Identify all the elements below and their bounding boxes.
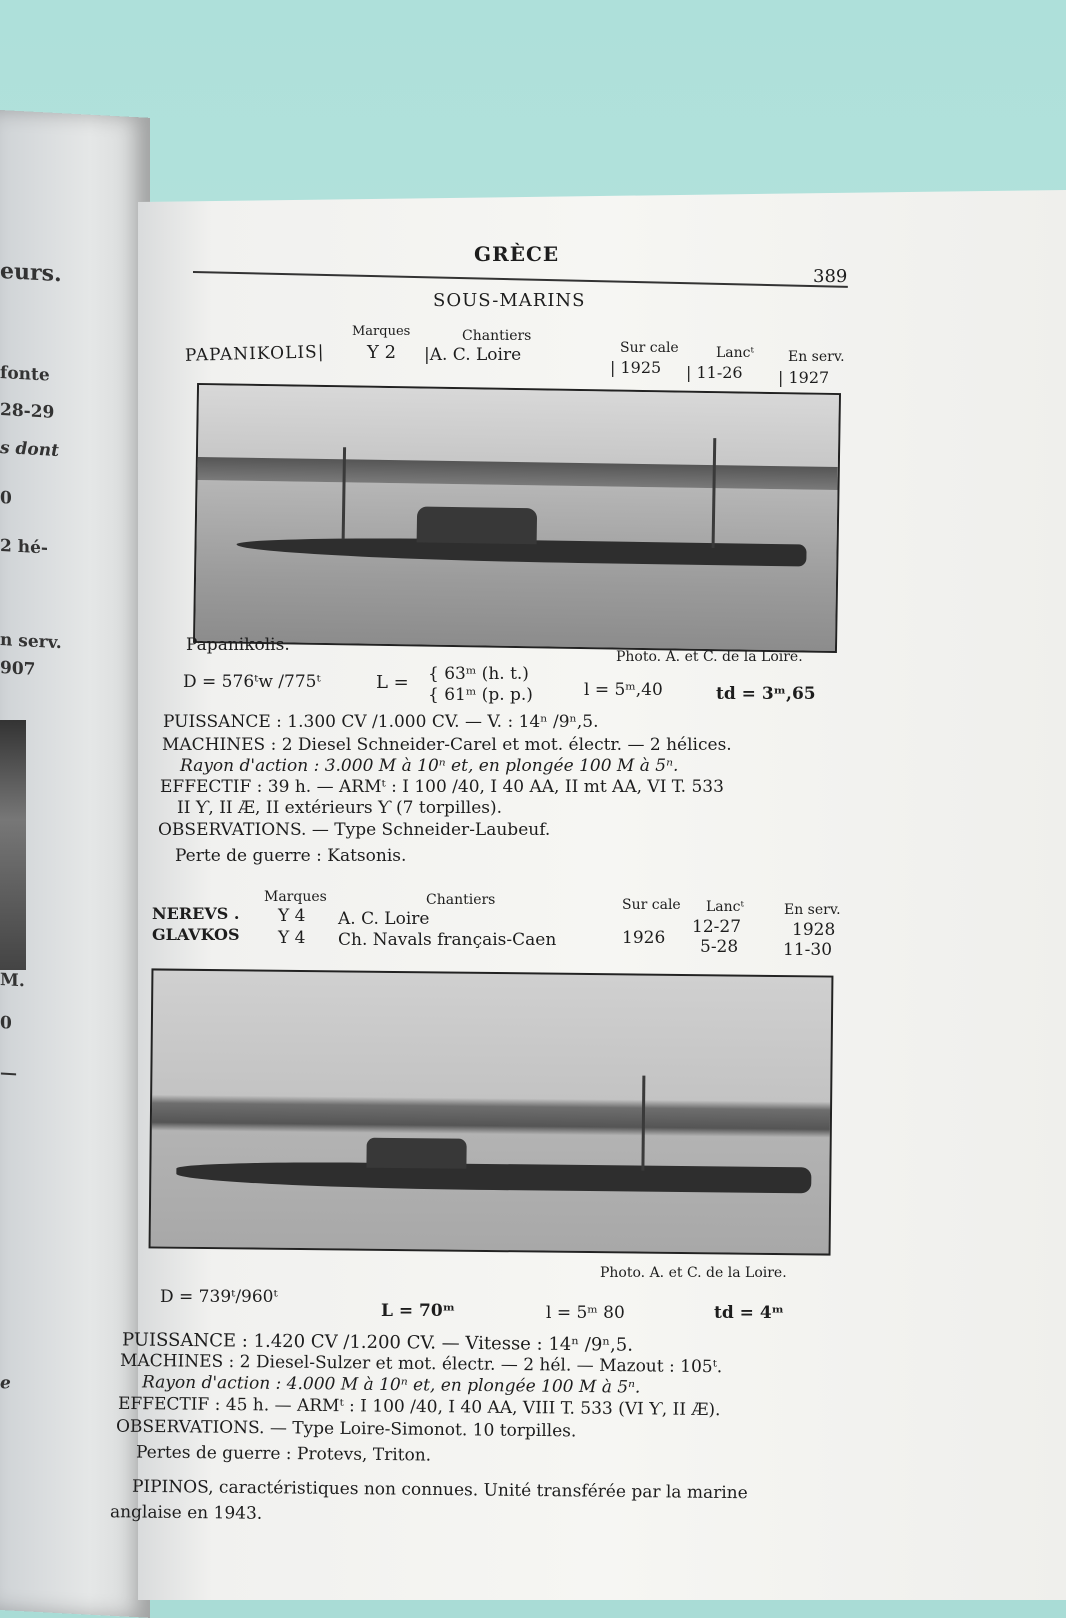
submarine-marque: Y 4	[278, 928, 306, 948]
left-page-fragment: —	[0, 1063, 17, 1084]
left-page-fragment: e	[0, 1373, 11, 1394]
submarine-name: GLAVKOS	[152, 925, 240, 944]
submarine-photo-papanikolis	[193, 383, 841, 653]
col-chantiers: Chantiers	[426, 892, 496, 908]
submarine-marque: Y 4	[278, 906, 306, 926]
submarine-photo-nerevs	[149, 968, 834, 1255]
left-page-fragment: n serv.	[0, 630, 62, 654]
submarine-en-serv: 1928	[792, 920, 836, 940]
dim-beam: l = 5ᵐ 80	[546, 1303, 625, 1323]
submarine-chantier: A. C. Loire	[338, 909, 430, 929]
spec-line-pertes: Pertes de guerre : Protevs, Triton.	[135, 1442, 432, 1466]
submarine-en-serv: 11-30	[783, 940, 833, 960]
spec-line-pipinos: PIPINOS, caractéristiques non connues. Unité transférée par la marine	[131, 1476, 748, 1504]
photo-credit: Photo. A. et C. de la Loire.	[616, 649, 803, 665]
dim-draught: td = 4ᵐ	[714, 1303, 785, 1323]
left-page-fragment: 28-29	[0, 400, 55, 423]
spec-line-puissance: PUISSANCE : 1.300 CV /1.000 CV. — V. : 14ⁿ /9ⁿ,5.	[163, 712, 599, 732]
submarine-name: NEREVS .	[152, 904, 240, 923]
left-page-photo	[0, 720, 26, 970]
left-page-fragment: M.	[0, 970, 25, 992]
left-page-fragment: eurs.	[0, 258, 62, 288]
submarine-marque: Y 2	[367, 342, 397, 363]
spec-line-rayon: Rayon d'action : 4.000 M à 10ⁿ et, en plongée 100 M à 5ⁿ.	[141, 1372, 641, 1398]
left-page-fragment: 907	[0, 658, 36, 680]
dim-length: L = 70ᵐ	[381, 1301, 456, 1321]
photo-credit: Photo. A. et C. de la Loire.	[600, 1265, 787, 1281]
col-marques: Marques	[264, 889, 327, 905]
submarine-sur-cale: | 1925	[610, 358, 662, 377]
submarine-lanc: 12-27	[692, 917, 742, 937]
col-sur-cale: Sur cale	[622, 897, 681, 913]
left-page-fragment: 2 hé-	[0, 536, 48, 559]
spec-line-perte: Perte de guerre : Katsonis.	[175, 846, 407, 866]
submarine-lanc: 5-28	[700, 937, 739, 957]
page-header-country: GRÈCE	[474, 242, 560, 266]
dim-length-pp: { 61ᵐ (p. p.)	[428, 685, 533, 705]
dim-length-ht: { 63ᵐ (h. t.)	[428, 664, 529, 684]
dim-length-label: L =	[376, 672, 409, 693]
left-page-fragment: 0	[0, 488, 12, 509]
dim-displacement: D = 576ᵗw /775ᵗ	[183, 672, 321, 692]
dim-displacement: D = 739ᵗ/960ᵗ	[160, 1287, 278, 1307]
submarine-chantier: Ch. Navals français-Caen	[338, 930, 557, 950]
col-en-serv: En serv.	[788, 349, 845, 365]
spec-line-puissance: PUISSANCE : 1.420 CV /1.200 CV. — Vitesse : 14ⁿ /9ⁿ,5.	[121, 1329, 634, 1356]
page-number: 389	[813, 266, 848, 287]
spec-line-machines: MACHINES : 2 Diesel-Sulzer et mot. électr. — 2 hél. — Mazout : 105ᵗ.	[119, 1350, 723, 1378]
col-lanc: Lancᵗ	[716, 345, 754, 361]
dim-beam: l = 5ᵐ,40	[584, 680, 663, 700]
photo-caption: Papanikolis.	[186, 635, 290, 655]
col-lanc: Lancᵗ	[706, 899, 744, 915]
left-page-fragment: fonte	[0, 363, 50, 386]
section-title: SOUS-MARINS	[433, 290, 586, 311]
submarine-lanc: | 11-26	[686, 363, 743, 382]
spec-line-observations: OBSERVATIONS. — Type Schneider-Laubeuf.	[158, 820, 551, 840]
submarine-en-serv: | 1927	[778, 368, 830, 387]
col-en-serv: En serv.	[784, 902, 841, 918]
left-page-fragment: s dont	[0, 438, 59, 462]
spec-line-rayon: Rayon d'action : 3.000 M à 10ⁿ et, en plongée 100 M à 5ⁿ.	[180, 756, 679, 776]
col-marques: Marques	[352, 324, 411, 339]
dim-draught: td = 3ᵐ,65	[716, 684, 816, 704]
left-page-fragment: 0	[0, 1013, 12, 1034]
spec-line-effectif: EFFECTIF : 45 h. — ARMᵗ : I 100 /40, I 40 AA, VIII T. 533 (VI Ƴ, II Æ).	[117, 1393, 721, 1421]
col-sur-cale: Sur cale	[620, 340, 679, 356]
spec-line-torpilles: II Ƴ, II Æ, II extérieurs Ƴ (7 torpilles).	[177, 798, 503, 818]
spec-line-pipinos-cont: anglaise en 1943.	[109, 1502, 263, 1524]
spec-line-observations: OBSERVATIONS. — Type Loire-Simonot. 10 torpilles.	[115, 1416, 577, 1442]
spec-line-effectif: EFFECTIF : 39 h. — ARMᵗ : I 100 /40, I 40 AA, II mt AA, VI T. 533	[160, 777, 724, 797]
submarine-chantier: |A. C. Loire	[424, 345, 522, 365]
spec-line-machines: MACHINES : 2 Diesel Schneider-Carel et mot. électr. — 2 hélices.	[162, 735, 732, 755]
submarine-sur-cale: 1926	[622, 928, 666, 948]
col-chantiers: Chantiers	[462, 328, 532, 344]
submarine-name: PAPANIKOLIS|	[184, 342, 325, 366]
